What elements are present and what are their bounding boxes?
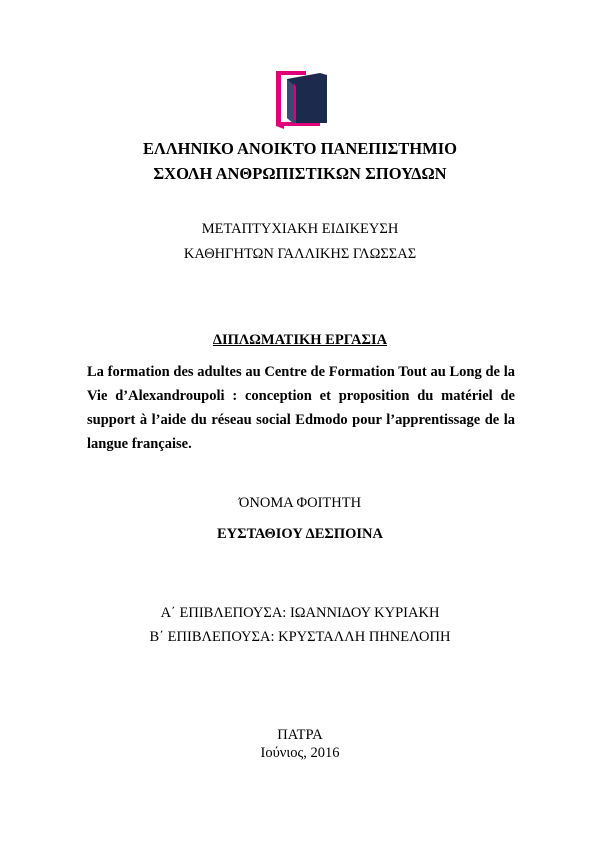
- second-supervisor: Β΄ ΕΠΙΒΛΕΠΟΥΣΑ: ΚΡΥΣΤΑΛΛΗ ΠΗΝΕΛΟΠΗ: [149, 629, 451, 645]
- specialization-line-1: ΜΕΤΑΠΤΥΧΙΑΚΗ ΕΙΔΙΚΕΥΣΗ: [201, 221, 399, 237]
- city: ΠΑΤΡΑ: [277, 727, 323, 743]
- specialization-line-2: ΚΑΘΗΓΗΤΩΝ ΓΑΛΛΙΚΗΣ ΓΛΩΣΣΑΣ: [183, 246, 417, 262]
- student-name: ΕΥΣΤΑΘΙΟΥ ΔΕΣΠΟΙΝΑ: [216, 526, 384, 542]
- university-logo-icon: [276, 69, 331, 129]
- school-name: ΣΧΟΛΗ ΑΝΘΡΩΠΙΣΤΙΚΩΝ ΣΠΟΥΔΩΝ: [153, 164, 447, 183]
- thesis-title: La formation des adultes au Centre de Formation Tout au Long de la Vie d’Alexandroupoli : conception et proposition du matériel de support à l’aide du réseau social Edmodo pour l’apprentissage de la langue française.: [87, 364, 515, 452]
- student-label: ΌΝΟΜΑ ΦΟΙΤΗΤΗ: [238, 495, 362, 511]
- thesis-heading: ΔΙΠΛΩΜΑΤΙΚΗ ΕΡΓΑΣΙΑ: [212, 332, 388, 348]
- first-supervisor: Α΄ ΕΠΙΒΛΕΠΟΥΣΑ: ΙΩΑΝΝΙΔΟΥ ΚΥΡΙΑΚΗ: [160, 605, 440, 621]
- university-name: ΕΛΛΗΝΙΚΟ ΑΝΟΙΚΤΟ ΠΑΝΕΠΙΣΤΗΜΙΟ: [143, 139, 457, 158]
- date: Ιούνιος, 2016: [260, 745, 340, 761]
